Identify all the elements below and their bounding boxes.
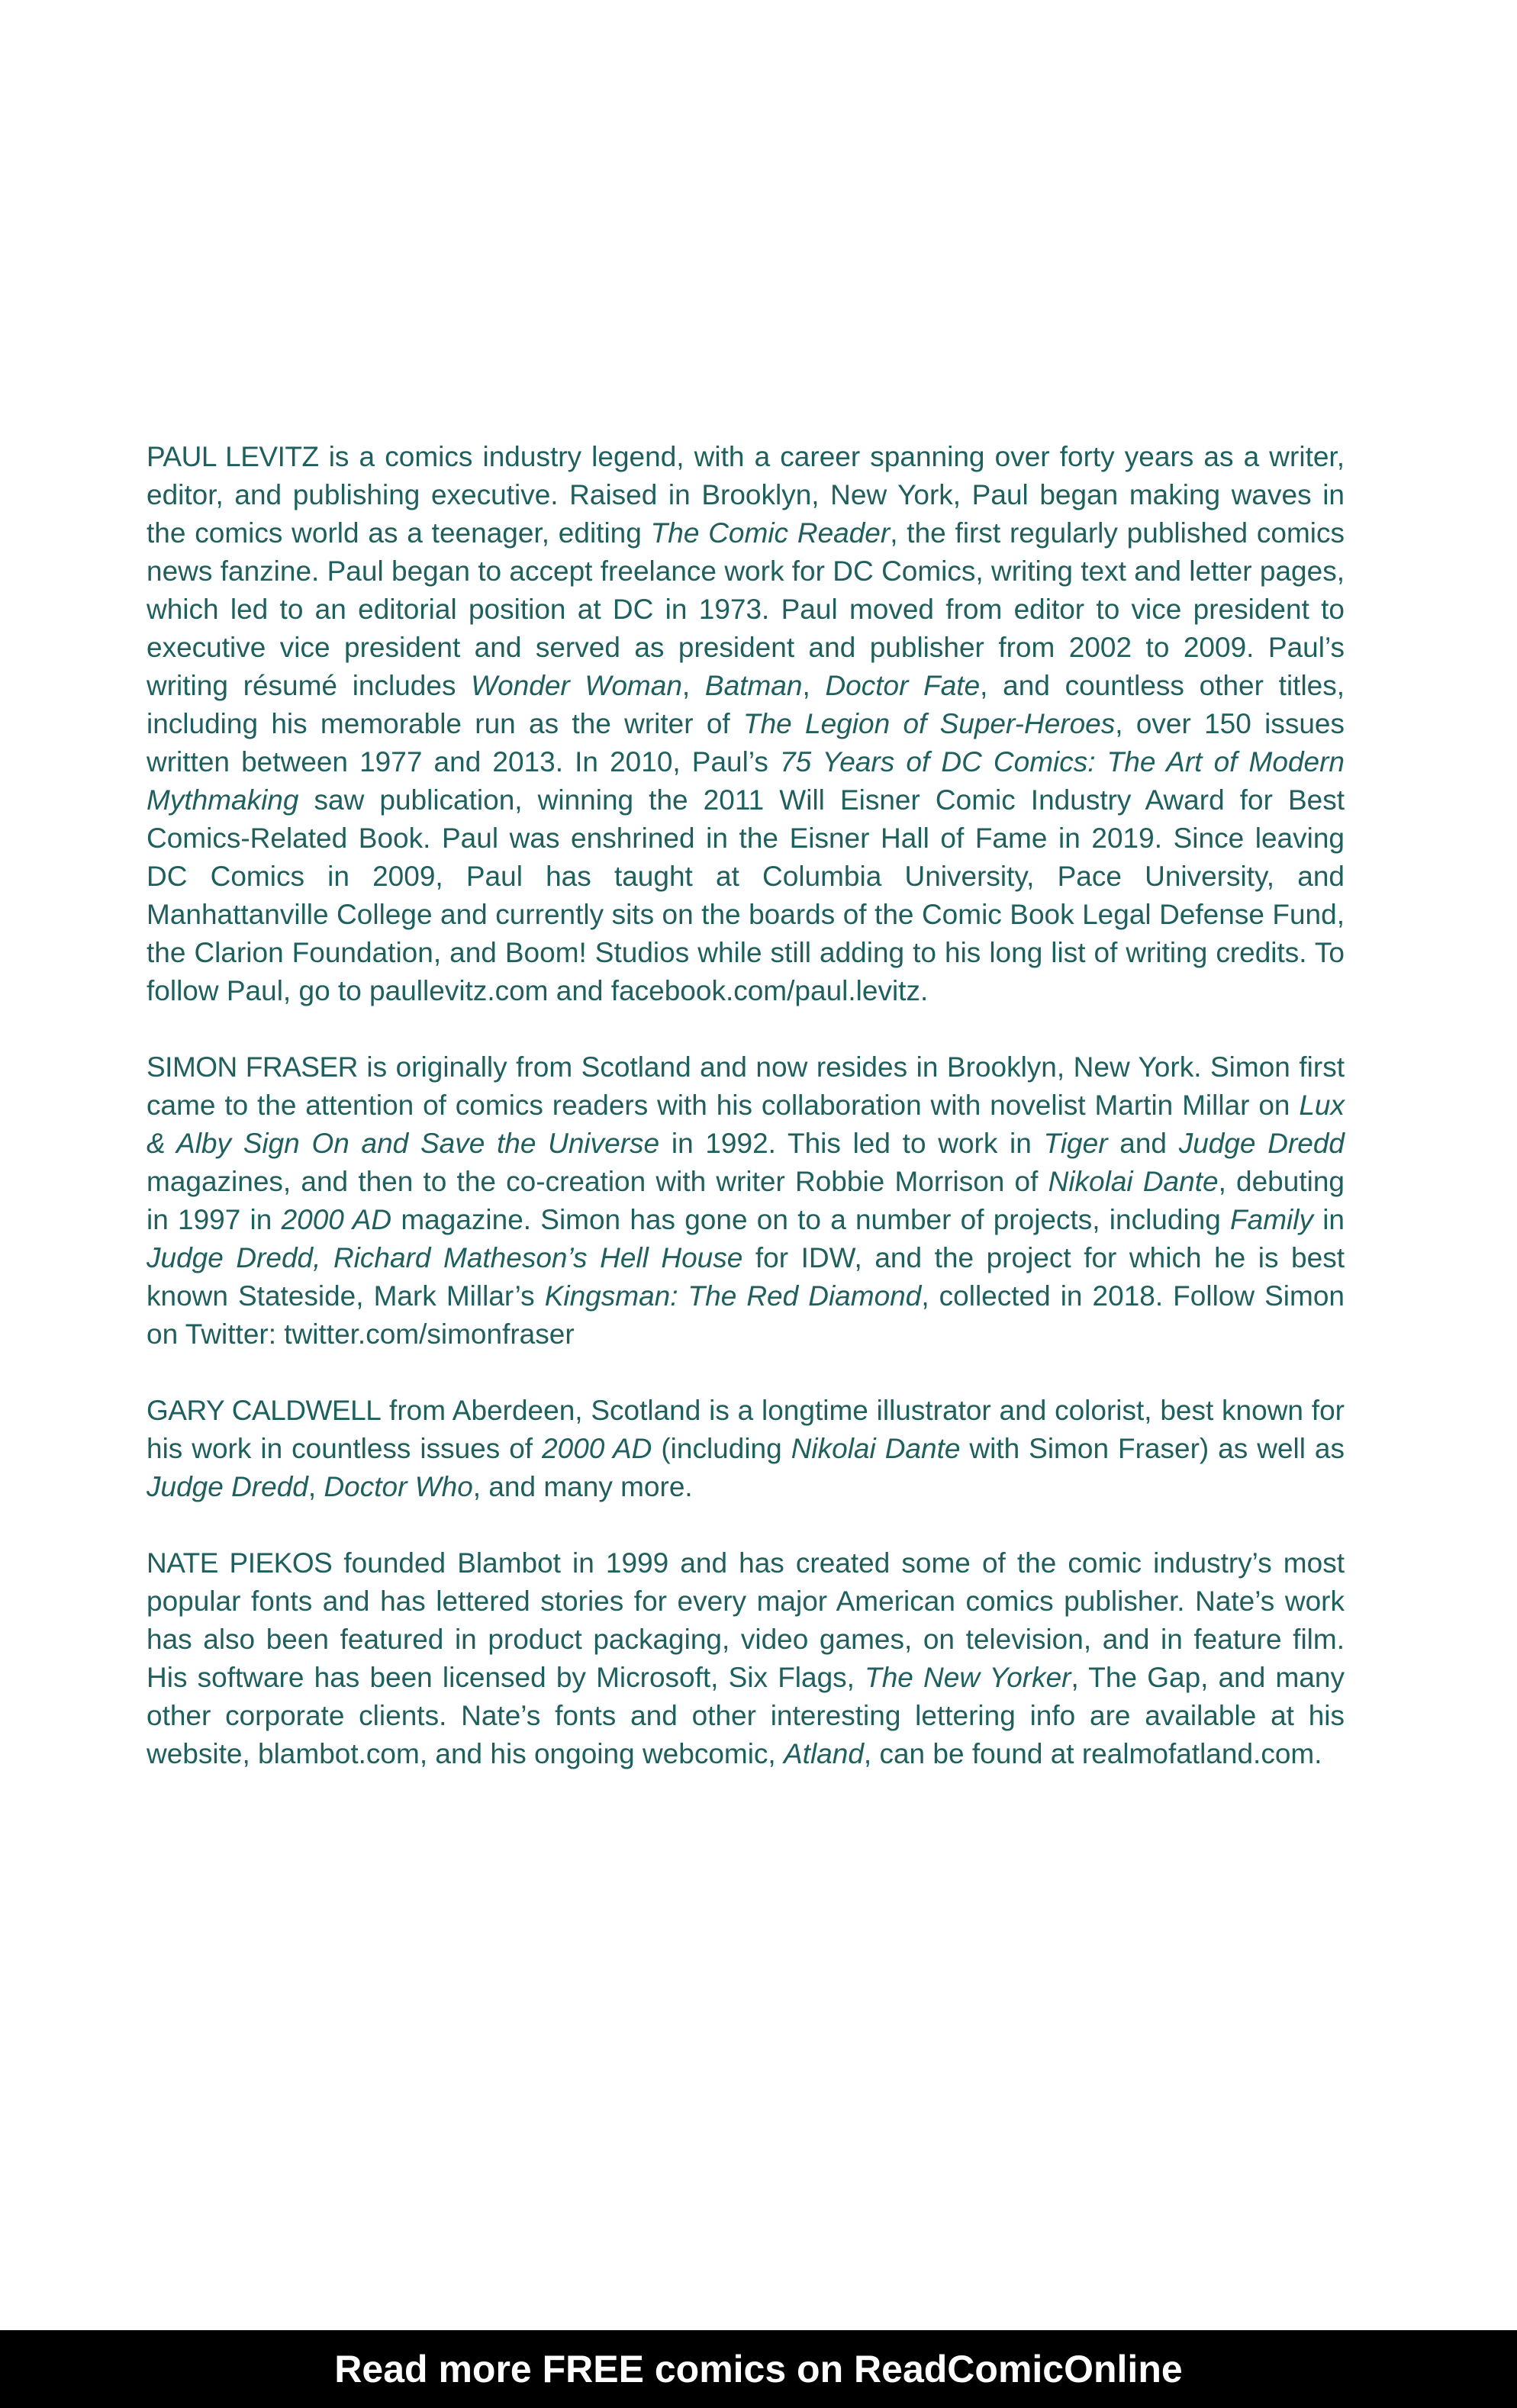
footer-banner-text[interactable]: Read more FREE comics on ReadComicOnline [334, 2348, 1183, 2390]
title-italic: Doctor Fate [825, 670, 981, 701]
title-italic: 2000 AD [542, 1433, 652, 1464]
title-italic: Doctor Who [324, 1471, 473, 1502]
bio-name: GARY CALDWELL [147, 1395, 382, 1426]
bios-section [147, 438, 1345, 1811]
title-italic: Judge Dredd, Richard Matheson’s Hell House [147, 1242, 743, 1273]
title-italic: Lux & Alby Sign On and Save the Universe [147, 1090, 1345, 1159]
title-italic: Family [1230, 1204, 1313, 1235]
bio-gary-caldwell: GARY CALDWELL from Aberdeen, Scotland is a longtime illustrator and colorist, best known for his work in countless issues of 2000 AD (including Nikolai Dante with Simon Fraser) as well as Judge Dredd, Doctor Who, and many more. [147, 1395, 1345, 1502]
title-italic: The Comic Reader [650, 517, 891, 549]
title-italic: Nikolai Dante [791, 1433, 961, 1464]
title-italic: The Legion of Super-Heroes [743, 708, 1116, 739]
title-italic: 75 Years of DC Comics: The Art of Modern Mythmaking [147, 746, 1345, 816]
title-italic: Nikolai Dante [1048, 1166, 1219, 1197]
bio-paul-levitz: PAUL LEVITZ is a comics industry legend, with a career spanning over forty years as a writer, editor, and publishing executive. Raised in Brooklyn, New York, Paul began making waves in the comics world as a teenager, editing The Comic Reader, the first regularly published comics news fanzine. Paul began to accept freelance work for DC Comics, writing text and letter pages, which led to an editorial position at DC in 1973. Paul moved from editor to vice president to executive vice president and served as president and publisher from 2002 to 2009. Paul’s writing résumé includes Wonder Woman, Batman, Doctor Fate, and countless other titles, including his memorable run as the writer of The Legion of Super-Heroes, over 150 issues written between 1977 and 2013. In 2010, Paul’s 75 Years of DC Comics: The Art of Modern Mythmaking saw publication, winning the 2011 Will Eisner Comic Industry Award for Best Comics-Related Book. Paul was enshrined in the Eisner Hall of Fame in 2019. Since leaving DC Comics in 2009, Paul has taught at Columbia University, Pace University, and Manhattanville College and currently sits on the boards of the Comic Book Legal Defense Fund, the Clarion Foundation, and Boom! Studios while still adding to his long list of writing credits. To follow Paul, go to paullevitz.com and facebook.com/paul.levitz. [147, 441, 1345, 1006]
title-italic: Atland [784, 1738, 864, 1769]
bio-nate-piekos: NATE PIEKOS founded Blambot in 1999 and has created some of the comic industry’s most popular fonts and has lettered stories for every major American comics publisher. Nate’s work has also been featured in product packaging, video games, on television, and in feature film. His software has been licensed by Microsoft, Six Flags, The New Yorker, The Gap, and many other corporate clients. Nate’s fonts and other interesting lettering info are available at his website, blambot.com, and his ongoing webcomic, Atland, can be found at realmofatland.com. [147, 1547, 1345, 1769]
title-italic: 2000 AD [281, 1204, 392, 1235]
title-italic: Judge Dredd [147, 1471, 308, 1502]
bio-simon-fraser: SIMON FRASER is originally from Scotland and now resides in Brooklyn, New York. Simon first came to the attention of comics readers with his collaboration with novelist Martin Millar on Lux & Alby Sign On and Save the Universe in 1992. This led to work in Tiger and Judge Dredd magazines, and then to the co-creation with writer Robbie Morrison of Nikolai Dante, debuting in 1997 in 2000 AD magazine. Simon has gone on to a number of projects, including Family in Judge Dredd, Richard Matheson’s Hell House for IDW, and the project for which he is best known Stateside, Mark Millar’s Kingsman: The Red Diamond, collected in 2018. Follow Simon on Twitter: twitter.com/simonfraser [147, 1051, 1345, 1350]
title-italic: Batman [704, 670, 803, 701]
title-italic: The New Yorker [865, 1662, 1071, 1693]
bio-name: NATE PIEKOS [147, 1547, 333, 1579]
title-italic: Tiger [1043, 1128, 1108, 1159]
bio-name: PAUL LEVITZ [147, 441, 319, 472]
title-italic: Kingsman: The Red Diamond [544, 1280, 922, 1312]
footer-banner[interactable] [0, 2330, 1517, 2408]
title-italic: Judge Dredd [1178, 1128, 1345, 1159]
bio-name: SIMON FRASER [147, 1051, 358, 1083]
title-italic: Wonder Woman [471, 670, 682, 701]
